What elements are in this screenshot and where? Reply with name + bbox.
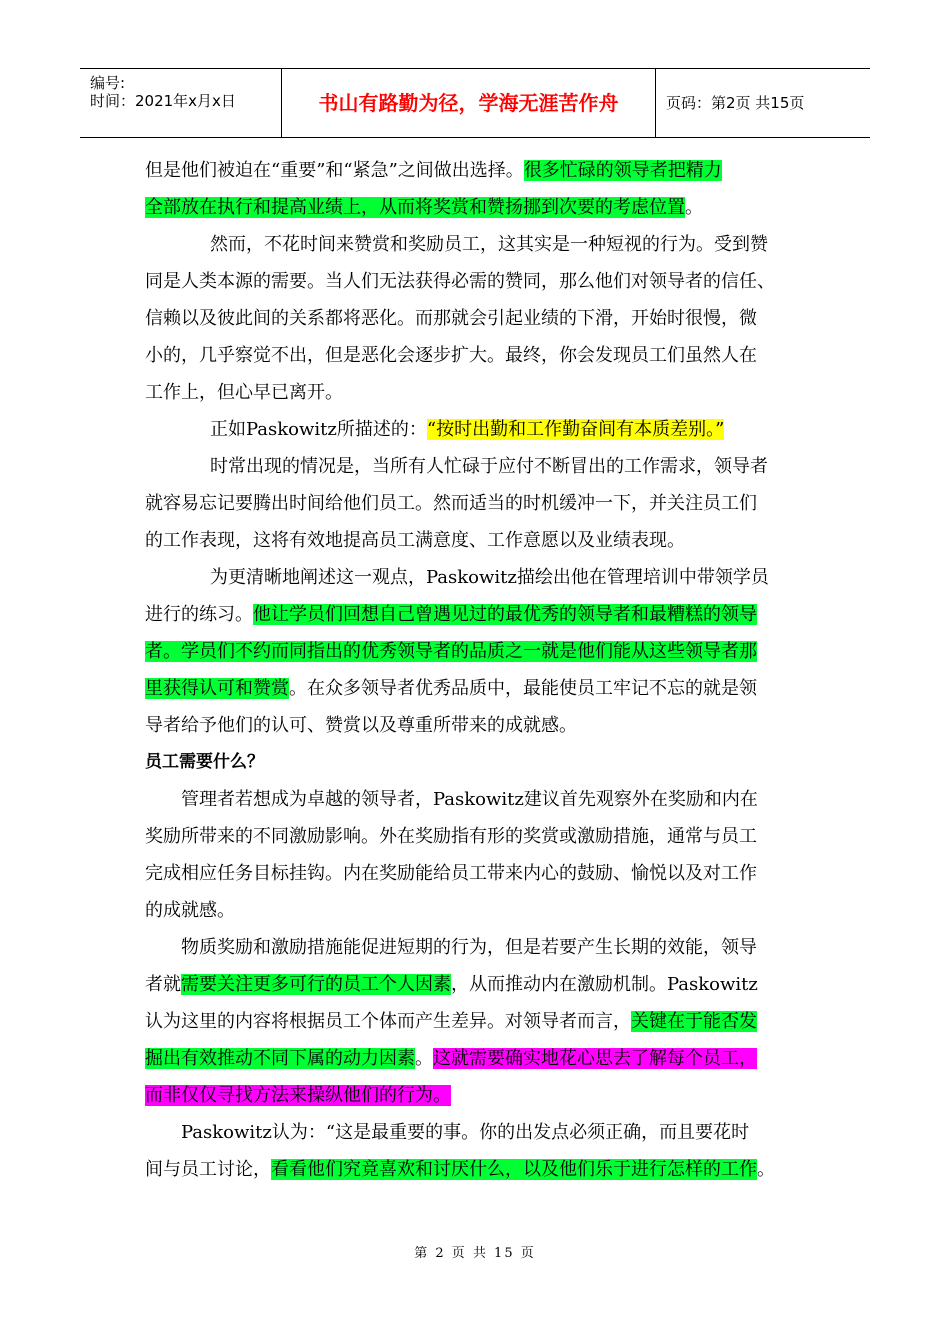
page-header-table [80,68,870,138]
paragraph-line [145,1077,805,1114]
paragraph-line: 然而，不花时间来赞赏和奖励员工，这其实是一种短视的行为。受到赞 [210,234,768,255]
paragraph-line: Paskowitz认为：“这是最重要的事。你的出发点必须正确，而且要花时 [181,1122,750,1143]
text-run: 间与员工讨论， [145,1159,271,1180]
paragraph-line: 奖励所带来的不同激励影响。外在奖励指有形的奖赏或激励措施，通常与员工 [145,826,757,847]
highlighted-text: 者。学员们不约而同指出的优秀领导者的品质之一就是他们能从这些领导者那 [145,641,757,662]
text-run: 。 [415,1048,433,1069]
highlighted-text: 关键在于能否发 [631,1011,757,1032]
time-label: 时间：2021年x月x日 [90,92,236,110]
text-run: ，从而推动内在激励机制。Paskowitz [451,974,758,995]
highlighted-text: 需要关注更多可行的员工个人因素 [181,974,451,995]
highlighted-quote: “按时出勤和工作勤奋间有本质差别。” [426,419,725,440]
paragraph-line [145,670,805,707]
paragraph-line: 信赖以及彼此间的关系都将恶化。而那就会引起业绩的下滑，开始时很慢，微 [145,308,757,329]
paragraph-line [145,1040,805,1077]
text-run: 正如Paskowitz所描述的： [210,419,427,440]
paragraph-line: 管理者若想成为卓越的领导者，Paskowitz建议首先观察外在奖励和内在 [181,789,758,810]
paragraph-line: 工作上，但心早已离开。 [145,382,343,403]
paragraph-line [145,1003,805,1040]
paragraph-line: 时常出现的情况是，当所有人忙碌于应付不断冒出的工作需求，领导者 [210,456,768,477]
paragraph-line [145,633,805,670]
paragraph-line: 小的，几乎察觉不出，但是恶化会逐步扩大。最终，你会发现员工们虽然人在 [145,345,757,366]
paragraph-line [145,152,805,189]
highlighted-text: 看看他们究竟喜欢和讨厌什么，以及他们乐于进行怎样的工作 [271,1159,757,1180]
paragraph-line: 的工作表现，这将有效地提高员工满意度、工作意愿以及业绩表现。 [145,530,685,551]
paragraph-line [145,966,805,1003]
header-page-cell [656,69,870,137]
text-run: 认为这里的内容将根据员工个体而产生差异。对领导者而言， [145,1011,631,1032]
text-run: 。 [757,1159,775,1180]
paragraph-line: 为更清晰地阐述这一观点，Paskowitz描绘出他在管理培训中带领学员 [210,567,769,588]
header-info-cell [80,69,282,137]
text-run: 。在众多领导者优秀品质中，最能使员工牢记不忘的就是领 [289,678,757,699]
page-footer: 第 2 页 共 15 页 [414,1246,536,1261]
highlighted-text: 掘出有效推动不同下属的动力因素 [145,1048,415,1069]
text-run: 进行的练习。 [145,604,253,625]
paragraph-line: 的成就感。 [145,900,235,921]
magenta-highlighted-text: 而非仅仅寻找方法来操纵他们的行为。 [145,1085,451,1106]
highlighted-text: 里获得认可和赞赏 [145,678,289,699]
document-body [145,152,805,1188]
motto: 书山有路勤为径，学海无涯苦作舟 [318,91,619,115]
text-run: 者就 [145,974,181,995]
paragraph-line: 同是人类本源的需要。当人们无法获得必需的赞同，那么他们对领导者的信任、 [145,271,775,292]
paragraph-line [145,411,805,448]
code-label: 编号: [90,74,126,92]
highlighted-text: 他让学员们回想自己曾遇见过的最优秀的领导者和最糟糕的领导 [253,604,757,625]
magenta-highlighted-text: 这就需要确实地花心思去了解每个员工， [433,1048,757,1069]
page-number-label: 页码：第2页 共15页 [666,94,805,112]
text-run: 。 [685,197,703,218]
paragraph-line [145,189,805,226]
paragraph-line: 导者给予他们的认可、赞赏以及尊重所带来的成就感。 [145,715,577,736]
text-run: 但是他们被迫在“重要”和“紧急”之间做出选择。 [145,160,524,181]
section-heading: 员工需要什么？ [145,752,264,772]
highlighted-text: 很多忙碌的领导者把精力 [523,160,722,181]
paragraph-line [145,1151,805,1188]
header-motto-cell [282,69,656,137]
paragraph-line: 完成相应任务目标挂钩。内在奖励能给员工带来内心的鼓励、愉悦以及对工作 [145,863,757,884]
paragraph-line [145,596,805,633]
highlighted-text: 全部放在执行和提高业绩上，从而将奖赏和赞扬挪到次要的考虑位置 [145,197,685,218]
paragraph-line: 就容易忘记要腾出时间给他们员工。然而适当的时机缓冲一下，并关注员工们 [145,493,757,514]
paragraph-line: 物质奖励和激励措施能促进短期的行为，但是若要产生长期的效能，领导 [181,937,757,958]
